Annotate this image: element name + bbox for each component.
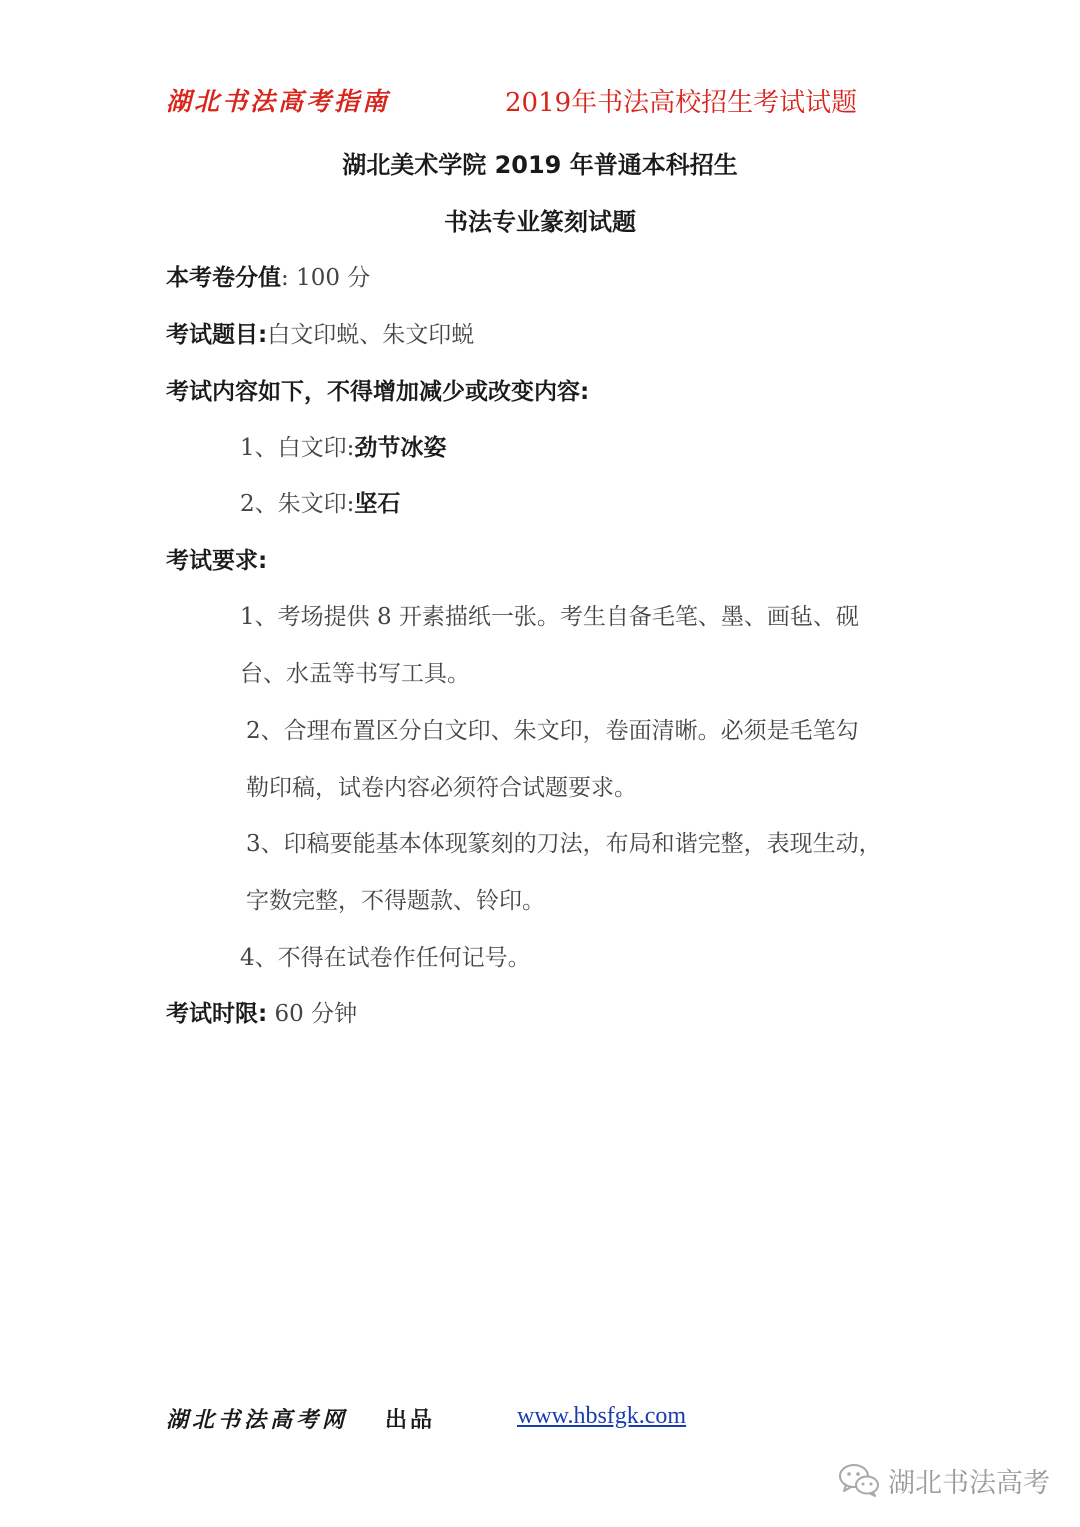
topic-row (166, 316, 474, 349)
watermark-text: 湖北书法高考 (888, 1467, 1050, 1499)
requirement-line: 勒印稿，试卷内容必须符合试题要求。 (246, 775, 637, 801)
content-intro: 考试内容如下，不得增加减少或改变内容: (166, 379, 590, 405)
item-prefix: 1、白文印: (240, 435, 355, 461)
score-row: 本考卷分值: 100 分 (166, 265, 371, 291)
footer-produced: 出品 (385, 1408, 436, 1433)
time-limit-label: 考试时限 (166, 1001, 258, 1027)
wechat-watermark (838, 1460, 1050, 1500)
footer-brand: 湖北书法高考网 (166, 1407, 349, 1433)
time-limit-value: 60 分钟 (274, 1001, 358, 1027)
wechat-icon (838, 1462, 880, 1498)
item-prefix: 2、朱文印: (240, 491, 355, 517)
item-value: 劲节冰姿 (354, 435, 447, 461)
requirement-line: 字数完整，不得题款、铃印。 (246, 888, 545, 914)
item-row (240, 485, 400, 518)
topic-label: 考试题目: (166, 322, 268, 348)
requirement-line: 台、水盂等书写工具。 (240, 661, 470, 687)
requirement-line: 1、考场提供 8 开素描纸一张。考生自备毛笔、墨、画毡、砚 (240, 604, 859, 630)
document-title: 湖北美术学院 2019 年普通本科招生 (342, 151, 738, 179)
requirement-line: 4、不得在试卷作任何记号。 (240, 945, 531, 971)
score-value: 100 分 (296, 265, 371, 291)
footer-url-link[interactable]: www.hbsfgk.com (517, 1403, 687, 1429)
brand-logo-text: 湖北书法高考指南 (166, 87, 391, 116)
requirement-line: 3、印稿要能基本体现篆刻的刀法，布局和谐完整，表现生动， (246, 831, 882, 857)
document-subtitle: 书法专业篆刻试题 (444, 208, 636, 236)
requirements-label: 考试要求: (166, 548, 268, 574)
item-value: 坚石 (354, 491, 401, 517)
header-title: 2019年书法高校招生考试试题 (505, 88, 858, 118)
topic-value: 白文印蜕、朱文印蜕 (267, 322, 475, 348)
requirement-line: 2、合理布置区分白文印、朱文印，卷面清晰。必须是毛笔勾 (246, 718, 859, 744)
item-row (240, 429, 446, 462)
time-limit-row: 考试时限: 60 分钟 (166, 1001, 358, 1027)
score-label: 本考卷分值 (166, 265, 281, 291)
